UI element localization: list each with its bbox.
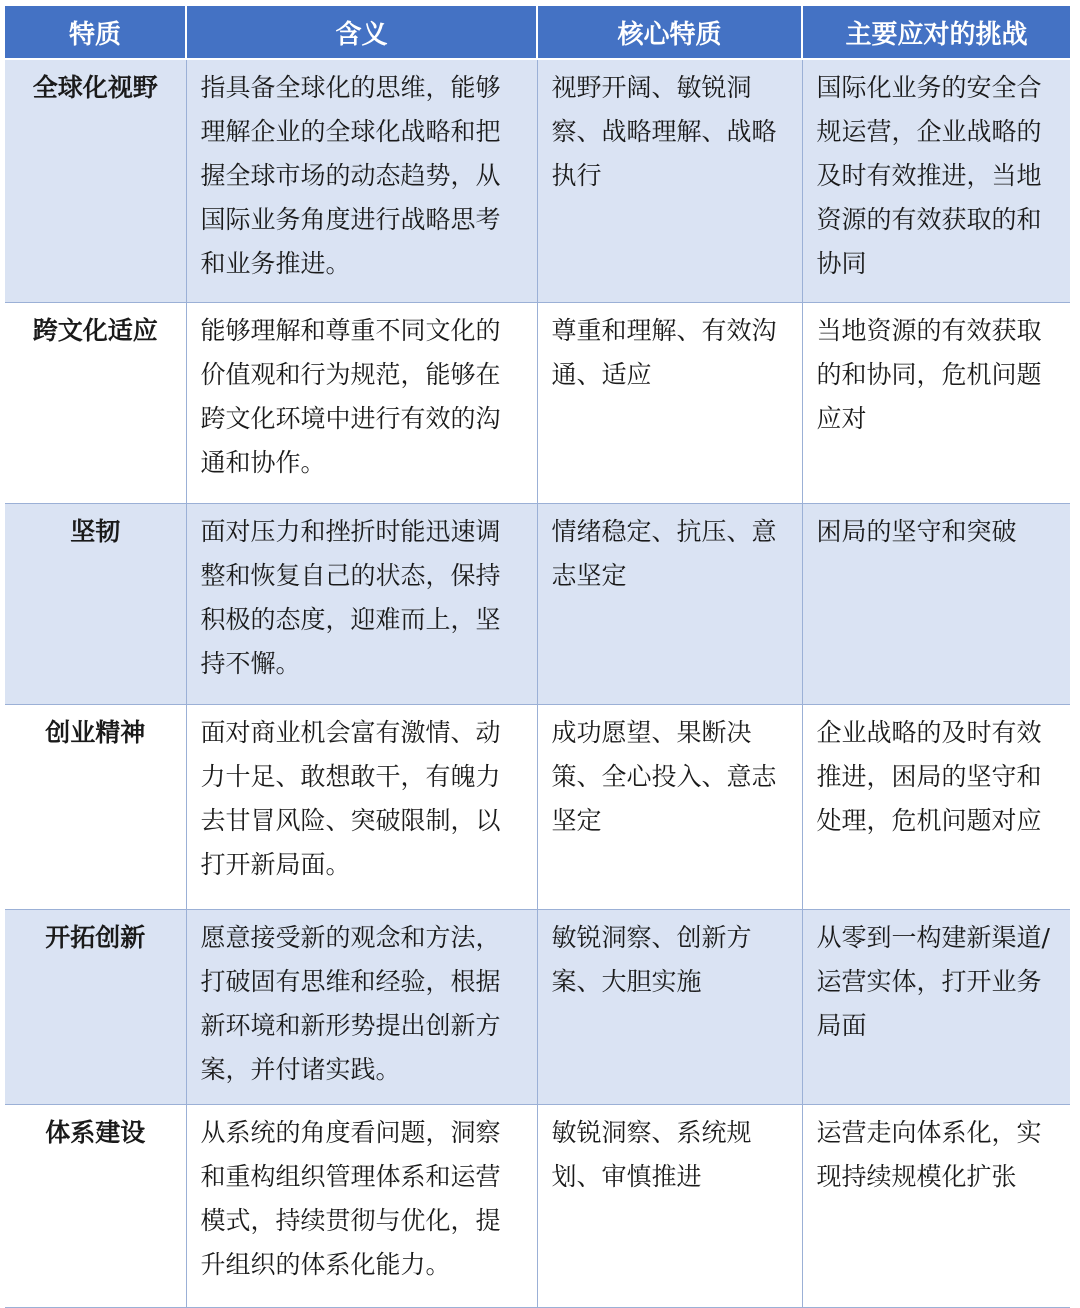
- table-row: [5, 59, 1070, 303]
- traits-table-container: [5, 6, 1070, 1308]
- challenges-cell: 从零到一构建新渠道/运营实体，打开业务局面: [802, 910, 1070, 1105]
- header-row: [5, 6, 1070, 59]
- challenges-cell: 运营走向体系化，实现持续规模化扩张: [802, 1105, 1070, 1308]
- core-traits-cell: 敏锐洞察、系统规划、审慎推进: [537, 1105, 802, 1308]
- traits-table: [5, 6, 1070, 1308]
- challenges-cell: 国际化业务的安全合规运营，企业战略的及时有效推进，当地资源的有效获取的和协同: [802, 59, 1070, 303]
- challenges-cell: 企业战略的及时有效推进，困局的坚守和处理，危机问题对应: [802, 705, 1070, 910]
- trait-cell: 体系建设: [5, 1105, 186, 1308]
- core-traits-cell: 尊重和理解、有效沟通、适应: [537, 303, 802, 504]
- challenges-cell: 困局的坚守和突破: [802, 504, 1070, 705]
- core-traits-cell: 敏锐洞察、创新方案、大胆实施: [537, 910, 802, 1105]
- meaning-cell: 能够理解和尊重不同文化的价值观和行为规范，能够在跨文化环境中进行有效的沟通和协作。: [186, 303, 537, 504]
- table-row: [5, 504, 1070, 705]
- header-trait: 特质: [5, 6, 186, 59]
- meaning-cell: 面对商业机会富有激情、动力十足、敢想敢干，有魄力去甘冒风险、突破限制，以打开新局面。: [186, 705, 537, 910]
- meaning-cell: 从系统的角度看问题，洞察和重构组织管理体系和运营模式，持续贯彻与优化，提升组织的体系化能力。: [186, 1105, 537, 1308]
- table-row: [5, 303, 1070, 504]
- trait-cell: 跨文化适应: [5, 303, 186, 504]
- table-row: [5, 705, 1070, 910]
- meaning-cell: 愿意接受新的观念和方法，打破固有思维和经验，根据新环境和新形势提出创新方案，并付诸实践。: [186, 910, 537, 1105]
- core-traits-cell: 视野开阔、敏锐洞察、战略理解、战略执行: [537, 59, 802, 303]
- meaning-cell: 指具备全球化的思维，能够理解企业的全球化战略和把握全球市场的动态趋势，从国际业务角度进行战略思考和业务推进。: [186, 59, 537, 303]
- trait-cell: 创业精神: [5, 705, 186, 910]
- core-traits-cell: 成功愿望、果断决策、全心投入、意志坚定: [537, 705, 802, 910]
- table-row: [5, 910, 1070, 1105]
- meaning-cell: 面对压力和挫折时能迅速调整和恢复自己的状态，保持积极的态度，迎难而上，坚持不懈。: [186, 504, 537, 705]
- core-traits-cell: 情绪稳定、抗压、意志坚定: [537, 504, 802, 705]
- table-row: [5, 1105, 1070, 1308]
- header-challenges: 主要应对的挑战: [802, 6, 1070, 59]
- trait-cell: 坚韧: [5, 504, 186, 705]
- header-meaning: 含义: [186, 6, 537, 59]
- trait-cell: 开拓创新: [5, 910, 186, 1105]
- header-core-traits: 核心特质: [537, 6, 802, 59]
- challenges-cell: 当地资源的有效获取的和协同，危机问题应对: [802, 303, 1070, 504]
- trait-cell: 全球化视野: [5, 59, 186, 303]
